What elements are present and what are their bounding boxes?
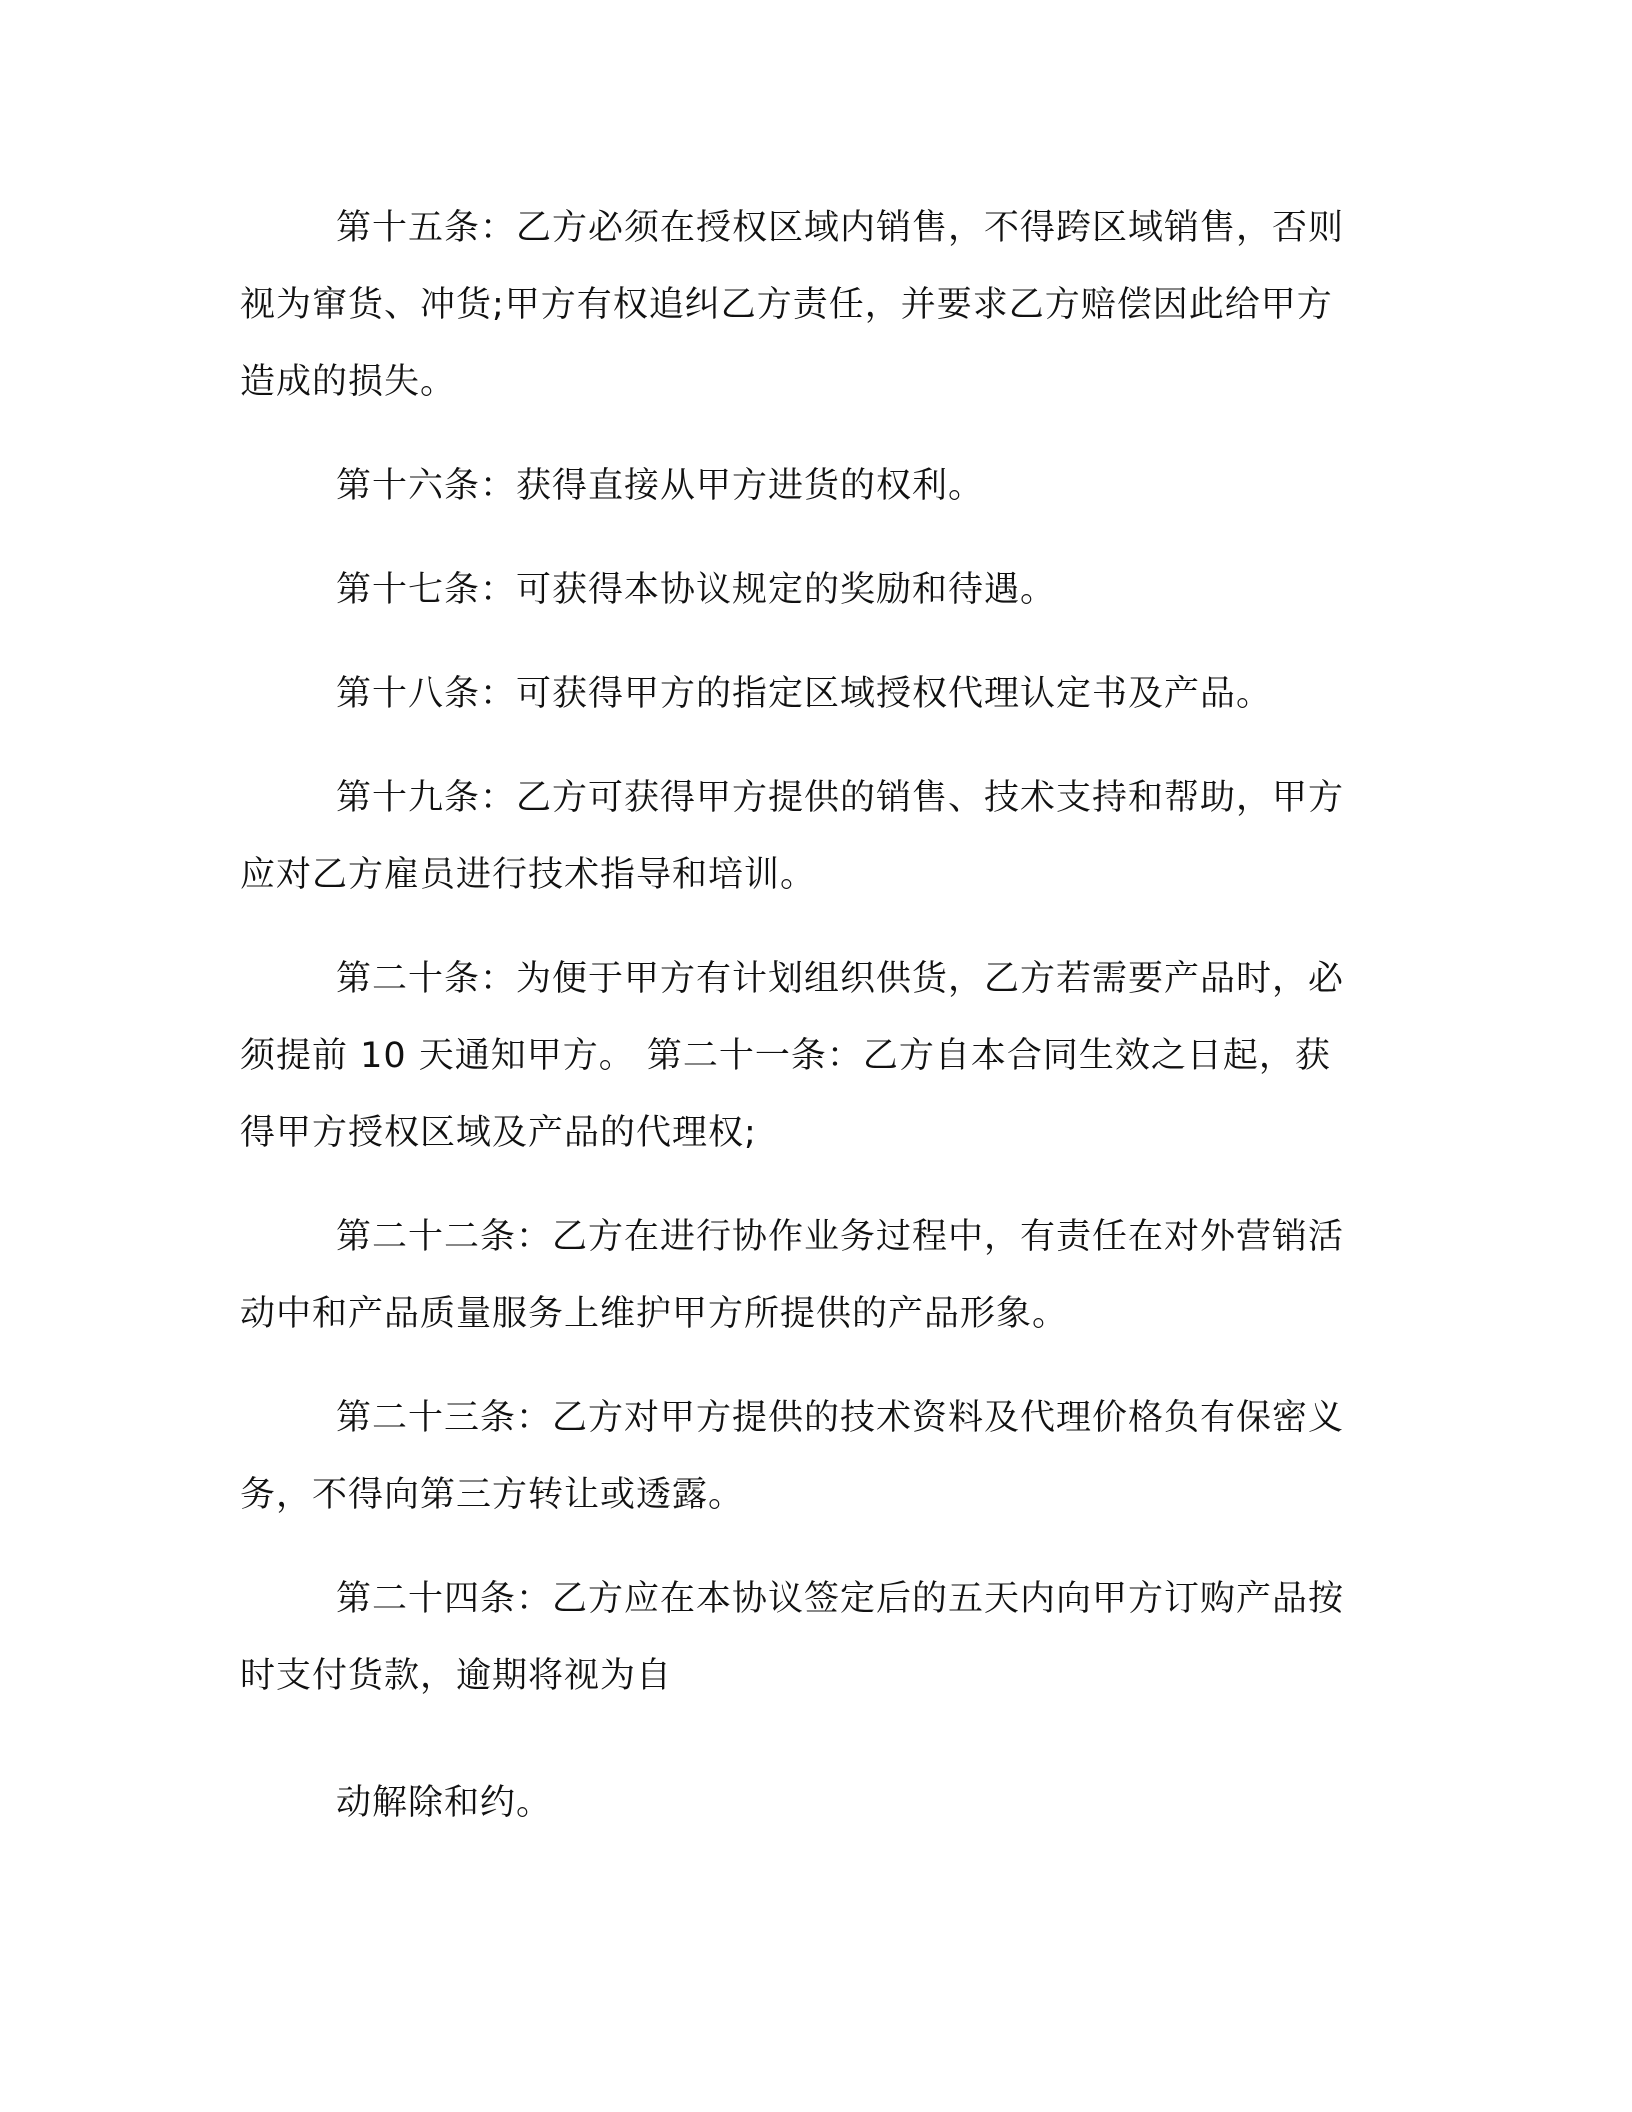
clause-17-line-1: 第十七条：可获得本协议规定的奖励和待遇。 — [336, 570, 1057, 610]
clause-24-line-2: 时支付货款，逾期将视为自 — [240, 1656, 673, 1696]
clause-15-line-1: 第十五条：乙方必须在授权区域内销售，不得跨区域销售，否则 — [336, 208, 1345, 248]
clause-19-line-2: 应对乙方雇员进行技术指导和培训。 — [240, 855, 817, 895]
clause-20-line-2: 须提前 10 天通知甲方。 第二十一条：乙方自本合同生效之日起，获 — [240, 1036, 1331, 1076]
clause-24-continuation: 动解除和约。 — [336, 1783, 553, 1823]
clause-20-line-1: 第二十条：为便于甲方有计划组织供货，乙方若需要产品时，必 — [336, 959, 1345, 999]
clause-21-line-3: 得甲方授权区域及产品的代理权; — [240, 1113, 757, 1153]
clause-19-line-1: 第十九条：乙方可获得甲方提供的销售、技术支持和帮助，甲方 — [336, 778, 1345, 818]
clause-20-21 — [240, 941, 1376, 1172]
clause-22-line-1: 第二十二条：乙方在进行协作业务过程中，有责任在对外营销活 — [336, 1217, 1345, 1257]
clause-17 — [240, 552, 1376, 629]
clause-23 — [240, 1380, 1376, 1534]
clause-22 — [240, 1199, 1376, 1353]
clause-18-line-1: 第十八条：可获得甲方的指定区域授权代理认定书及产品。 — [336, 674, 1273, 714]
clause-24-line-1: 第二十四条：乙方应在本协议签定后的五天内向甲方订购产品按 — [336, 1579, 1345, 1619]
clause-16 — [240, 448, 1376, 525]
clause-16-line-1: 第十六条：获得直接从甲方进货的权利。 — [336, 466, 985, 506]
clause-15 — [240, 190, 1376, 421]
clause-24 — [240, 1561, 1376, 1715]
clause-23-line-2: 务，不得向第三方转让或透露。 — [240, 1475, 745, 1515]
document-body — [240, 190, 1376, 1842]
clause-18 — [240, 656, 1376, 733]
clause-15-line-2: 视为窜货、冲货;甲方有权追纠乙方责任，并要求乙方赔偿因此给甲方 — [240, 285, 1333, 325]
clause-15-line-3: 造成的损失。 — [240, 362, 457, 402]
clause-23-line-1: 第二十三条：乙方对甲方提供的技术资料及代理价格负有保密义 — [336, 1398, 1345, 1438]
clause-22-line-2: 动中和产品质量服务上维护甲方所提供的产品形象。 — [240, 1294, 1069, 1334]
clause-19 — [240, 760, 1376, 914]
